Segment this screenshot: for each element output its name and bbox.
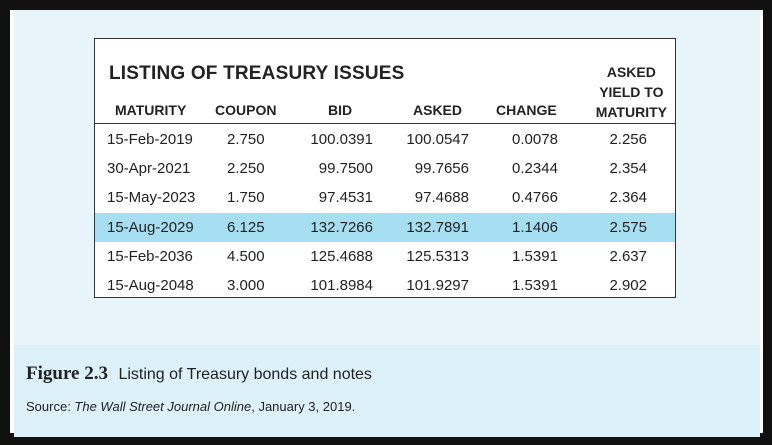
cell-bid: 97.4531 (318, 189, 373, 207)
figure-title: Listing of Treasury bonds and notes (118, 366, 372, 383)
header-yield-line3: MATURITY (595, 104, 667, 120)
figure-label: Figure 2.3 (26, 363, 108, 384)
figure-caption (26, 363, 372, 385)
table-row-highlighted (95, 213, 675, 242)
cell-yield: 2.637 (609, 247, 647, 265)
cell-coupon: 2.250 (227, 160, 265, 178)
cell-asked: 132.7891 (406, 218, 469, 236)
table-row (95, 154, 675, 183)
table-row (95, 242, 675, 271)
source-publication: The Wall Street Journal Online (74, 399, 252, 414)
header-yield-line1: ASKED (606, 64, 656, 80)
cell-maturity: 15-Feb-2036 (107, 247, 193, 265)
table-row (95, 271, 675, 300)
cell-yield: 2.902 (609, 277, 647, 294)
table-row (95, 183, 675, 212)
cell-bid: 100.0391 (310, 131, 373, 148)
header-yield-line2: YIELD TO (599, 84, 664, 100)
cell-coupon: 3.000 (227, 277, 265, 294)
cell-coupon: 2.750 (227, 131, 265, 148)
cell-yield: 2.364 (609, 189, 647, 207)
header-asked-yield (596, 62, 667, 122)
cell-change: 1.5391 (512, 277, 558, 294)
cell-change: 0.4766 (512, 189, 558, 207)
cell-bid: 99.7500 (318, 160, 373, 178)
cell-change: 1.1406 (512, 218, 558, 236)
header-coupon: COUPON (215, 102, 277, 118)
cell-change: 1.5391 (512, 247, 558, 265)
cell-asked: 125.5313 (406, 247, 469, 265)
header-asked: ASKED (413, 102, 463, 118)
cell-asked: 101.9297 (406, 277, 469, 294)
cell-yield: 2.354 (609, 160, 647, 178)
cell-maturity: 15-Feb-2019 (107, 131, 193, 148)
cell-coupon: 4.500 (227, 247, 265, 265)
cell-maturity: 15-May-2023 (107, 189, 196, 207)
source-line (26, 399, 355, 414)
header-maturity: MATURITY (115, 102, 187, 118)
cell-maturity: 15-Aug-2048 (107, 277, 194, 294)
cell-yield: 2.256 (609, 131, 647, 148)
cell-bid: 101.8984 (310, 277, 373, 294)
table-title: LISTING OF TREASURY ISSUES (109, 63, 405, 84)
cell-asked: 99.7656 (414, 160, 469, 178)
header-change: CHANGE (496, 102, 557, 118)
cell-coupon: 6.125 (227, 218, 265, 236)
source-prefix: Source: (26, 399, 75, 414)
cell-yield: 2.575 (609, 218, 647, 236)
table-row (95, 125, 675, 154)
cell-asked: 97.4688 (414, 189, 469, 207)
cell-maturity: 30-Apr-2021 (107, 160, 191, 178)
cell-coupon: 1.750 (227, 189, 265, 207)
source-date: , January 3, 2019. (251, 399, 356, 414)
cell-change: 0.2344 (512, 160, 558, 178)
header-bid: BID (328, 102, 353, 118)
treasury-table (94, 38, 676, 298)
cell-change: 0.0078 (512, 131, 558, 148)
header-divider (95, 123, 675, 124)
cell-asked: 100.0547 (406, 131, 469, 148)
cell-maturity: 15-Aug-2029 (107, 218, 194, 236)
cell-bid: 132.7266 (310, 218, 373, 236)
cell-bid: 125.4688 (310, 247, 373, 265)
